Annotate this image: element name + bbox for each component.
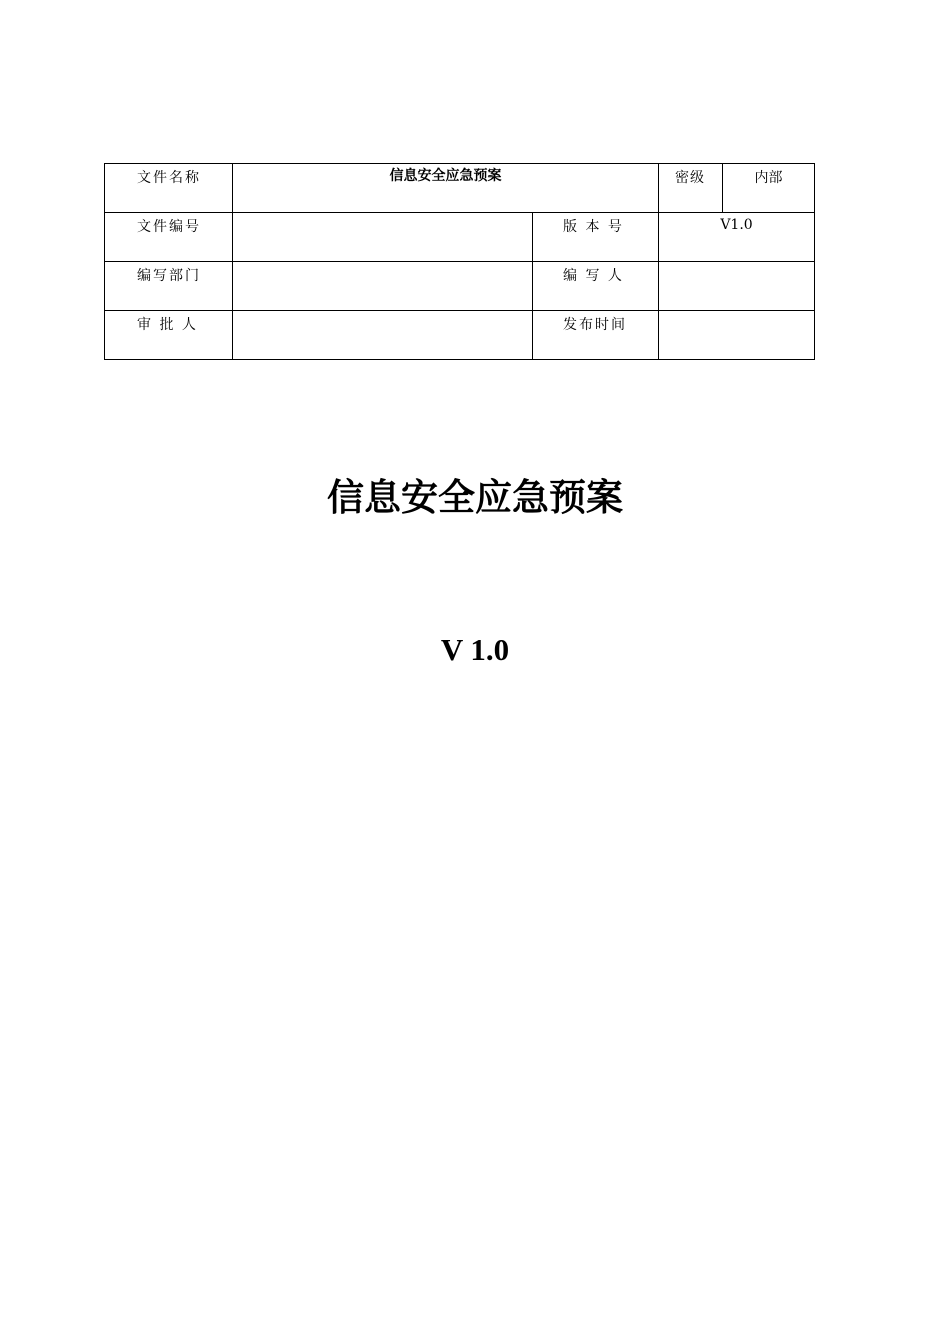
approver-value [233,311,533,360]
version-number-label: 版 本 号 [533,213,659,262]
secret-level-label: 密级 [659,164,723,213]
secret-level-value: 内部 [723,164,815,213]
department-value [233,262,533,311]
document-version: V 1.0 [440,632,510,667]
author-value [659,262,815,311]
table-row [105,311,815,360]
table-row [105,164,815,213]
version-number-value: V1.0 [659,213,815,262]
approver-label: 审 批 人 [105,311,233,360]
table-row [105,213,815,262]
department-label: 编写部门 [105,262,233,311]
document-info-table [104,163,815,360]
file-name-label: 文件名称 [105,164,233,213]
document-title: 信息安全应急预案 [327,476,623,519]
publish-date-value [659,311,815,360]
table-row [105,262,815,311]
file-number-value [233,213,533,262]
file-number-label: 文件编号 [105,213,233,262]
author-label: 编 写 人 [533,262,659,311]
publish-date-label: 发布时间 [533,311,659,360]
file-name-value: 信息安全应急预案 [233,164,659,213]
